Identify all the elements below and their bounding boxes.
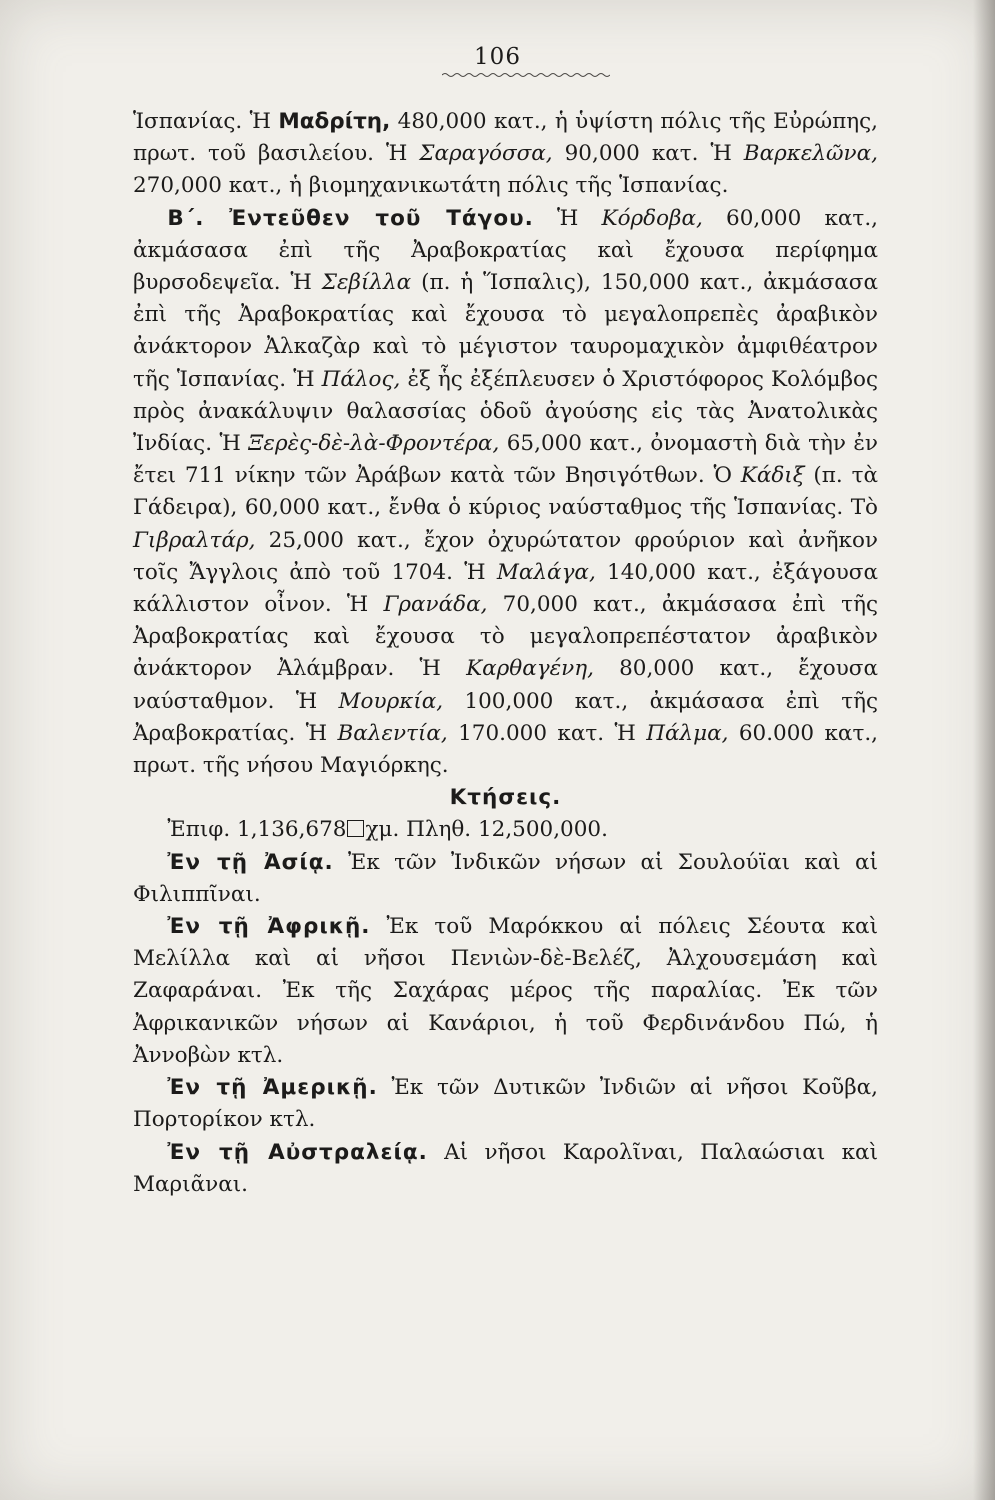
text-run: Ἐκ τῶν Δυτικῶν Ἰνδιῶν αἱ νῆσοι Κοῦβα, Πορτορίκον κτλ. <box>133 1075 878 1133</box>
text-run: 60,000 κατ., ἀκμάσασα ἐπὶ τῆς Ἀραβοκρατίας καὶ ἔχουσα περίφημα βυρσοδεψεῖα. Ἡ <box>133 205 878 296</box>
text-run: 65,000 κατ., ὀνομαστὴ διὰ τὴν ἐν ἔτει 711 νίκην τῶν Ἀράβων κατὰ τῶν Βησιγότθων. Ὁ <box>133 431 878 489</box>
city-jerez: Ξερὲς-δὲ-λὰ-Φροντέρα, <box>248 431 500 457</box>
city-cordoba: Κόρδοβα, <box>601 205 703 231</box>
text-run: (π. ἡ Ἵσπαλις), 150,000 κατ., ἀκμάσασα ἐπὶ τῆς Ἀραβοκρατίας καὶ ἔχουσα τὸ μεγαλοπρεπὲς ἀραβικὸν ἀνάκτορον Ἀλκαζὰρ καὶ τὸ μέγιστον ταυρομαχικὸν ἀμφιθέατρον τῆς Ἱσπανίας. Ἡ <box>133 270 878 392</box>
text-run: Ἱσπανίας. Ἡ <box>133 109 279 134</box>
text-run: (π. τὰ Γάδειρα), 60,000 κατ., ἔνθα ὁ κύριος ναύσταθμος τῆς Ἱσπανίας. Τὸ <box>133 463 878 521</box>
text-run: Ἐκ τῶν Ἰνδικῶν νήσων αἱ Σουλούϊαι καὶ αἱ Φιλιππῖναι. <box>133 849 879 907</box>
section-label: Ἐν τῇ Ἀφρικῇ. <box>167 914 371 940</box>
text-run: Ἐπιφ. 1,136,678 <box>167 817 347 843</box>
city-seville: Σεβίλλα <box>321 270 412 296</box>
city-palma: Πάλμα, <box>646 720 729 746</box>
text-run: 480,000 κατ., ἡ ὑψίστη πόλις τῆς Εὐρώπης, πρωτ. τοῦ βασιλείου. Ἡ <box>133 109 879 167</box>
text-run: 100,000 κατ., ἀκμάσασα ἐπὶ τῆς Ἀραβοκρατίας. Ἡ <box>133 688 879 746</box>
paragraph-america <box>133 1072 878 1136</box>
city-palos: Πάλος, <box>321 366 401 392</box>
text-run: 270,000 κατ., ἡ βιομηχανικωτάτη πόλις τῆς Ἱσπανίας. <box>133 173 729 199</box>
text-run: 170.000 κατ. Ἡ <box>447 720 647 746</box>
ornamental-rule <box>442 72 610 78</box>
city-zaragoza: Σαραγόσσα, <box>419 141 553 167</box>
text-run: ἐξ ἧς ἐξέπλευσεν ὁ Χριστόφορος Κολόμβος πρὸς ἀνακάλυψιν θαλασσίας ὁδοῦ ἀγούσης εἰς τὰς Ἀνατολικὰς Ἰνδίας. Ἡ <box>133 366 878 457</box>
text-run: 60.000 κατ., πρωτ. τῆς νήσου Μαγιόρκης. <box>133 720 879 779</box>
text-run: 80,000 κατ., ἔχουσα ναύσταθμον. Ἡ <box>133 656 878 714</box>
section-label: Ἐν τῇ Ἀσίᾳ. <box>167 849 334 875</box>
text-run: χμ. Πληθ. 12,500,000. <box>365 817 608 843</box>
square-unit-icon <box>347 820 364 837</box>
city-madrid: Μαδρίτη, <box>278 109 391 134</box>
text-run: 25,000 κατ., ἔχον ὀχυρώτατον φρούριον καὶ ἀνῆκον τοῖς Ἄγγλοις ἀπὸ τοῦ 1704. Ἡ <box>133 527 878 585</box>
text-run: Ἐκ τοῦ Μαρόκκου αἱ πόλεις Σέουτα καὶ Μελίλλα καὶ αἱ νῆσοι Πενιὼν-δὲ-Βελέζ, Ἀλχουσεμάση καὶ Ζαφαράναι. Ἐκ τῆς Σαχάρας μέρος τῆς παραλίας. Ἐκ τῶν Ἀφρικανικῶν νήσων αἱ Κανάριοι, ἡ τοῦ Φερδινάνδου Πώ, ἡ Ἀννοβὼν κτλ. <box>133 914 878 1068</box>
city-malaga: Μαλάγα, <box>496 559 596 585</box>
city-barcelona: Βαρκελῶνα, <box>743 141 878 167</box>
text-run: Αἱ νῆσοι Καρολῖναι, Παλαώσιαι καὶ Μαριᾶναι. <box>133 1139 878 1197</box>
section-label: Ἐν τῇ Αὐστραλείᾳ. <box>167 1139 428 1165</box>
paragraph-africa <box>133 911 878 1072</box>
paragraph-beyond-tagus <box>133 203 878 783</box>
paragraph-asia <box>133 847 878 911</box>
text-run: 140,000 κατ., ἐξάγουσα κάλλιστον οἶνον. Ἡ <box>133 559 879 618</box>
section-label: Β΄. Ἐντεῦθεν τοῦ Τάγου. <box>167 205 534 231</box>
section-label: Ἐν τῇ Ἀμερικῇ. <box>167 1075 378 1101</box>
city-granada: Γρανάδα, <box>383 592 488 618</box>
page-edge-shadow <box>973 0 995 1500</box>
body-text <box>133 106 878 1201</box>
city-valencia: Βαλεντία, <box>337 720 448 746</box>
city-gibraltar: Γιβραλτάρ, <box>133 527 256 553</box>
city-cadiz: Κάδιξ <box>740 463 805 489</box>
text-run: Ἡ <box>533 205 602 231</box>
text-run: 90,000 κατ. Ἡ <box>552 141 744 167</box>
paragraph-spain-capital <box>133 106 878 203</box>
paragraph-australia <box>133 1137 878 1201</box>
text-run: 70,000 κατ., ἀκμάσασα ἐπὶ τῆς Ἀραβοκρατίας καὶ ἔχουσα τὸ μεγαλοπρεπέστατον ἀραβικὸν ἀνάκτορον Ἀλάμβραν. Ἡ <box>133 592 878 682</box>
city-cartagena: Καρθαγένη, <box>466 656 594 682</box>
city-murcia: Μουρκία, <box>338 688 444 714</box>
paragraph-area-population <box>133 814 878 846</box>
page-number: 106 <box>474 44 521 70</box>
section-heading-possessions: Κτήσεις. <box>449 785 562 811</box>
